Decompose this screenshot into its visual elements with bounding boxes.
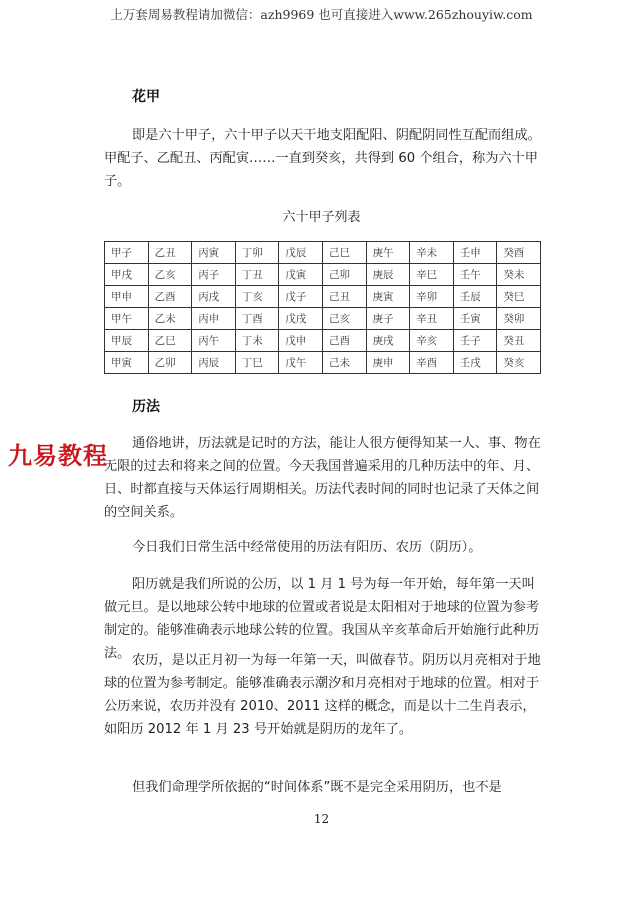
- table-cell: 壬子: [453, 330, 497, 352]
- table-cell: 辛未: [410, 242, 454, 264]
- table-cell: 甲辰: [105, 330, 149, 352]
- table-cell: 己酉: [322, 330, 366, 352]
- table-cell: 乙巳: [148, 330, 192, 352]
- table-cell: 辛丑: [410, 308, 454, 330]
- table-cell: 庚申: [366, 352, 410, 374]
- table-cell: 庚戌: [366, 330, 410, 352]
- table-cell: 庚寅: [366, 286, 410, 308]
- paragraph-huajia: 即是六十甲子，六十甲子以天干地支阳配阳、阴配阴同性互配而组成。甲配子、乙配丑、丙配寅……一直到癸亥，共得到 60 个组合，称为六十甲子。: [104, 128, 541, 189]
- page-number: 12: [313, 812, 330, 826]
- table-cell: 壬戌: [453, 352, 497, 374]
- table-cell: 壬辰: [453, 286, 497, 308]
- table-cell: 辛亥: [410, 330, 454, 352]
- table-cell: 乙卯: [148, 352, 192, 374]
- table-cell: 丁未: [235, 330, 279, 352]
- table-cell: 癸巳: [497, 286, 541, 308]
- table-cell: 丙寅: [192, 242, 236, 264]
- table-cell: 乙酉: [148, 286, 192, 308]
- table-cell: 戊寅: [279, 264, 323, 286]
- table-cell: 辛卯: [410, 286, 454, 308]
- table-cell: 己亥: [322, 308, 366, 330]
- table-cell: 癸亥: [497, 352, 541, 374]
- section-title-lifa: 历法: [132, 399, 160, 415]
- table-cell: 癸未: [497, 264, 541, 286]
- paragraph-lifa-2: 今日我们日常生活中经常使用的历法有阳历、农历（阴历）。: [132, 540, 482, 555]
- table-row: [105, 330, 541, 352]
- watermark-logo: 九易教程: [8, 442, 108, 470]
- table-row: [105, 264, 541, 286]
- table-cell: 癸丑: [497, 330, 541, 352]
- table-row: [105, 242, 541, 264]
- table-cell: 丁丑: [235, 264, 279, 286]
- table-cell: 壬午: [453, 264, 497, 286]
- table-cell: 辛酉: [410, 352, 454, 374]
- table-cell: 丙申: [192, 308, 236, 330]
- table-cell: 乙丑: [148, 242, 192, 264]
- table-cell: 甲戌: [105, 264, 149, 286]
- table-cell: 丁酉: [235, 308, 279, 330]
- sixty-jiazi-table: [104, 241, 541, 374]
- table-cell: 庚子: [366, 308, 410, 330]
- table-cell: 丁巳: [235, 352, 279, 374]
- table-cell: 戊午: [279, 352, 323, 374]
- table-row: [105, 308, 541, 330]
- table-cell: 戊戌: [279, 308, 323, 330]
- table-cell: 戊申: [279, 330, 323, 352]
- table-cell: 庚午: [366, 242, 410, 264]
- table-cell: 己巳: [322, 242, 366, 264]
- table-cell: 甲午: [105, 308, 149, 330]
- table-cell: 乙未: [148, 308, 192, 330]
- table-cell: 戊子: [279, 286, 323, 308]
- table-cell: 癸卯: [497, 308, 541, 330]
- table-cell: 己卯: [322, 264, 366, 286]
- table-cell: 甲申: [105, 286, 149, 308]
- table-cell: 己丑: [322, 286, 366, 308]
- paragraph-lifa-1: 通俗地讲，历法就是记时的方法，能让人很方便得知某一人、事、物在无限的过去和将来之间的位置。今天我国普遍采用的几种历法中的年、月、日、时都直接与天体运行周期相关。历法代表时间的同时也记录了天体之间的空间关系。: [104, 436, 541, 520]
- table-cell: 甲子: [105, 242, 149, 264]
- table-cell: 癸酉: [497, 242, 541, 264]
- table-cell: 壬申: [453, 242, 497, 264]
- paragraph-lifa-3: 阳历就是我们所说的公历，以 1 月 1 号为每一年开始，每年第一天叫做元旦。是以地球公转中地球的位置或者说是太阳相对于地球的位置为参考制定的。能够准确表示地球公转的位置。我国从辛亥革命后开始施行此种历法。: [104, 577, 540, 661]
- paragraph-lifa-5: 但我们命理学所依据的“时间体系”既不是完全采用阴历，也不是: [132, 780, 502, 795]
- table-cell: 丁亥: [235, 286, 279, 308]
- paragraph-lifa-4: 农历，是以正月初一为每一年第一天，叫做春节。阴历以月亮相对于地球的位置为参考制定。能够准确表示潮汐和月亮相对于地球的位置。相对于公历来说，农历并没有 2010、2011 这样的概念，而是以十二生肖表示，如阳历 2012 年 1 月 23 号开始就是阴历的龙年了。: [104, 653, 541, 737]
- table-cell: 丁卯: [235, 242, 279, 264]
- table-cell: 丙午: [192, 330, 236, 352]
- table-row: [105, 286, 541, 308]
- table-cell: 乙亥: [148, 264, 192, 286]
- table-caption: 六十甲子列表: [282, 210, 361, 225]
- page-header: 上万套周易教程请加微信：azh9969 也可直接进入www.265zhouyiw.com: [110, 7, 533, 22]
- table-cell: 戊辰: [279, 242, 323, 264]
- table-cell: 丙戌: [192, 286, 236, 308]
- table-cell: 辛巳: [410, 264, 454, 286]
- table-cell: 己未: [322, 352, 366, 374]
- table-cell: 甲寅: [105, 352, 149, 374]
- table-cell: 丙子: [192, 264, 236, 286]
- table-cell: 庚辰: [366, 264, 410, 286]
- table-cell: 丙辰: [192, 352, 236, 374]
- section-title-huajia: 花甲: [132, 89, 160, 105]
- table-cell: 壬寅: [453, 308, 497, 330]
- table-row: [105, 352, 541, 374]
